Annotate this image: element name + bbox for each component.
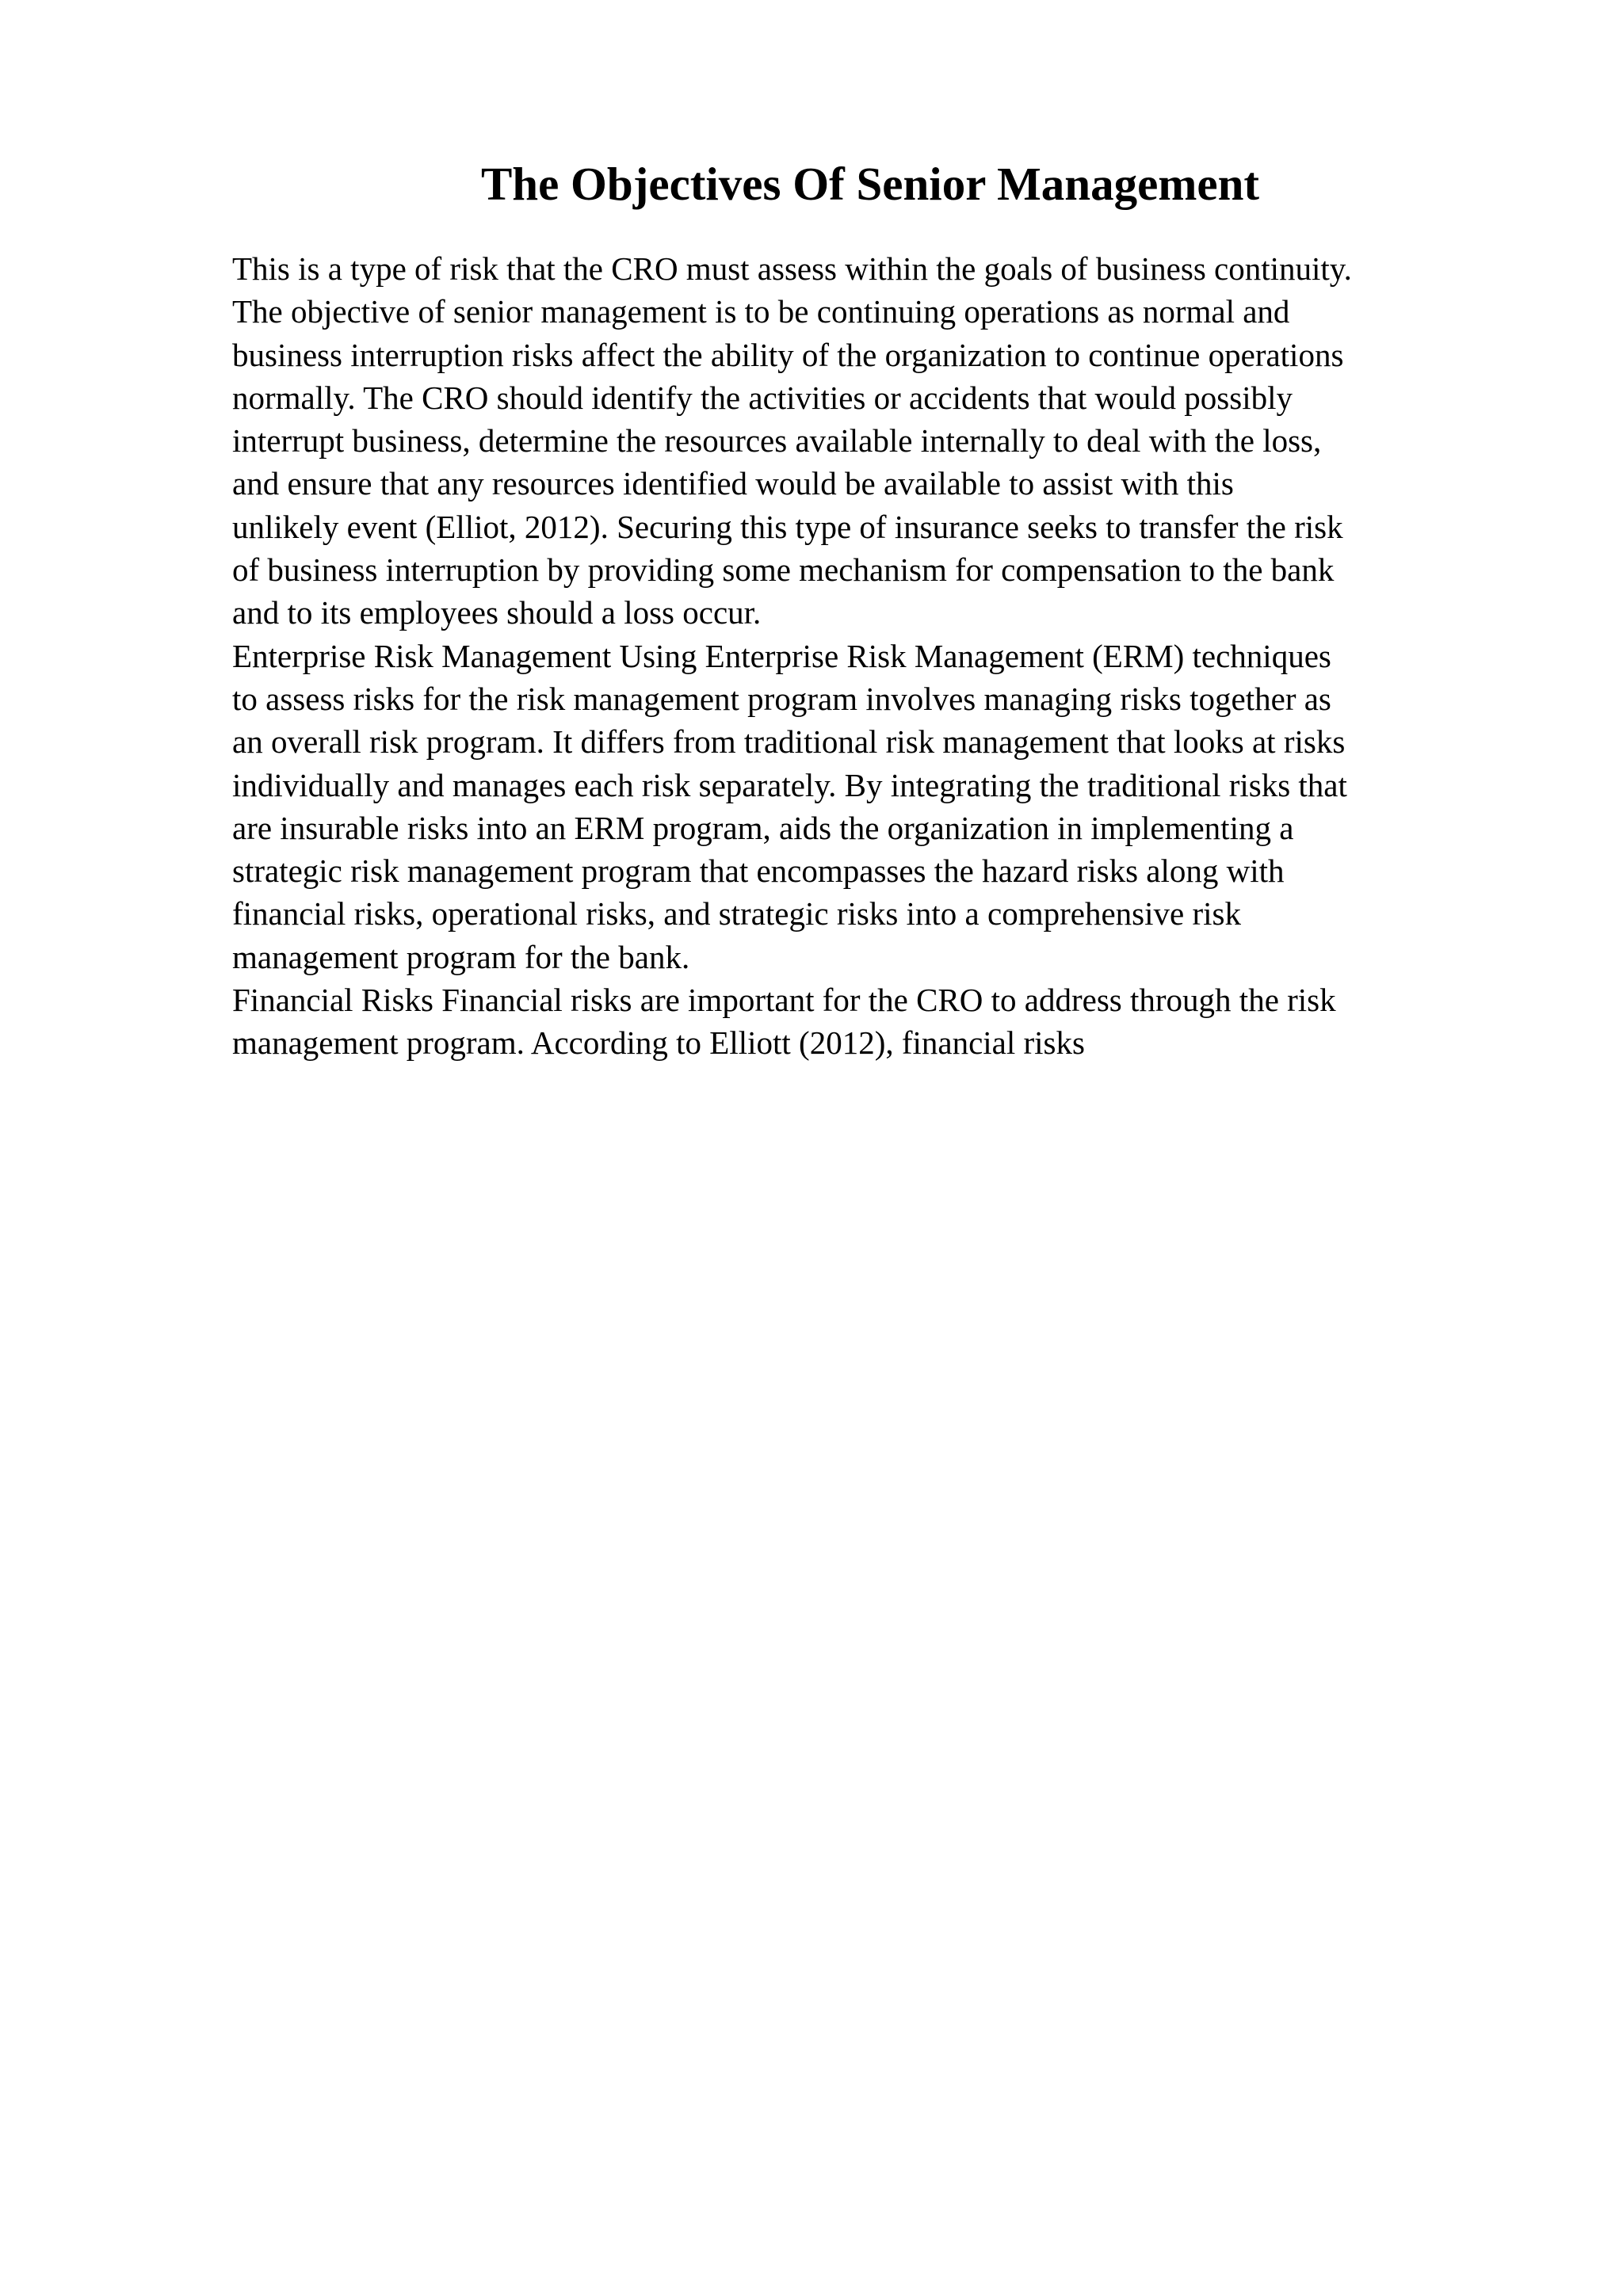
text-line: strategic risk management program that encompasses the hazard risks along with bbox=[232, 852, 1285, 890]
text-line: and ensure that any resources identified would be available to assist with this bbox=[232, 465, 1234, 502]
text-line: financial risks, operational risks, and strategic risks into a comprehensive risk bbox=[232, 895, 1241, 933]
text-line: an overall risk program. It differs from traditional risk management that looks at risks bbox=[232, 723, 1346, 761]
text-line: Enterprise Risk Management Using Enterprise Risk Management (ERM) techniques bbox=[232, 637, 1331, 674]
text-line: are insurable risks into an ERM program, aids the organization in implementing a bbox=[232, 809, 1294, 846]
text-line: management program. According to Elliott (2012), financial risks bbox=[232, 1024, 1085, 1062]
text-line: to assess risks for the risk management program involves managing risks together as bbox=[232, 680, 1331, 717]
paragraph-financial-risks bbox=[232, 978, 1532, 1065]
document-title: The Objectives Of Senior Management bbox=[480, 158, 1260, 210]
text-line: individually and manages each risk separately. By integrating the traditional risks that bbox=[232, 766, 1347, 803]
text-line: normally. The CRO should identify the activities or accidents that would possibly bbox=[232, 379, 1293, 416]
text-line: management program for the bank. bbox=[232, 938, 690, 975]
document-body bbox=[232, 247, 1532, 1065]
text-line: The objective of senior management is to be continuing operations as normal and bbox=[232, 293, 1290, 330]
text-line: of business interruption by providing some mechanism for compensation to the bank bbox=[232, 551, 1335, 589]
text-line: and to its employees should a loss occur. bbox=[232, 594, 762, 631]
text-line: interrupt business, determine the resources available internally to deal with the loss, bbox=[232, 422, 1322, 460]
text-line: business interruption risks affect the ability of the organization to continue operations bbox=[232, 336, 1344, 373]
text-line: This is a type of risk that the CRO must assess within the goals of business continuity. bbox=[232, 250, 1352, 287]
paragraph-enterprise-risk-management bbox=[232, 635, 1532, 978]
text-line: Financial Risks Financial risks are important for the CRO to address through the risk bbox=[232, 982, 1336, 1019]
paragraph-business-continuity bbox=[232, 247, 1532, 635]
text-line: unlikely event (Elliot, 2012). Securing this type of insurance seeks to transfer the risk bbox=[232, 508, 1343, 545]
